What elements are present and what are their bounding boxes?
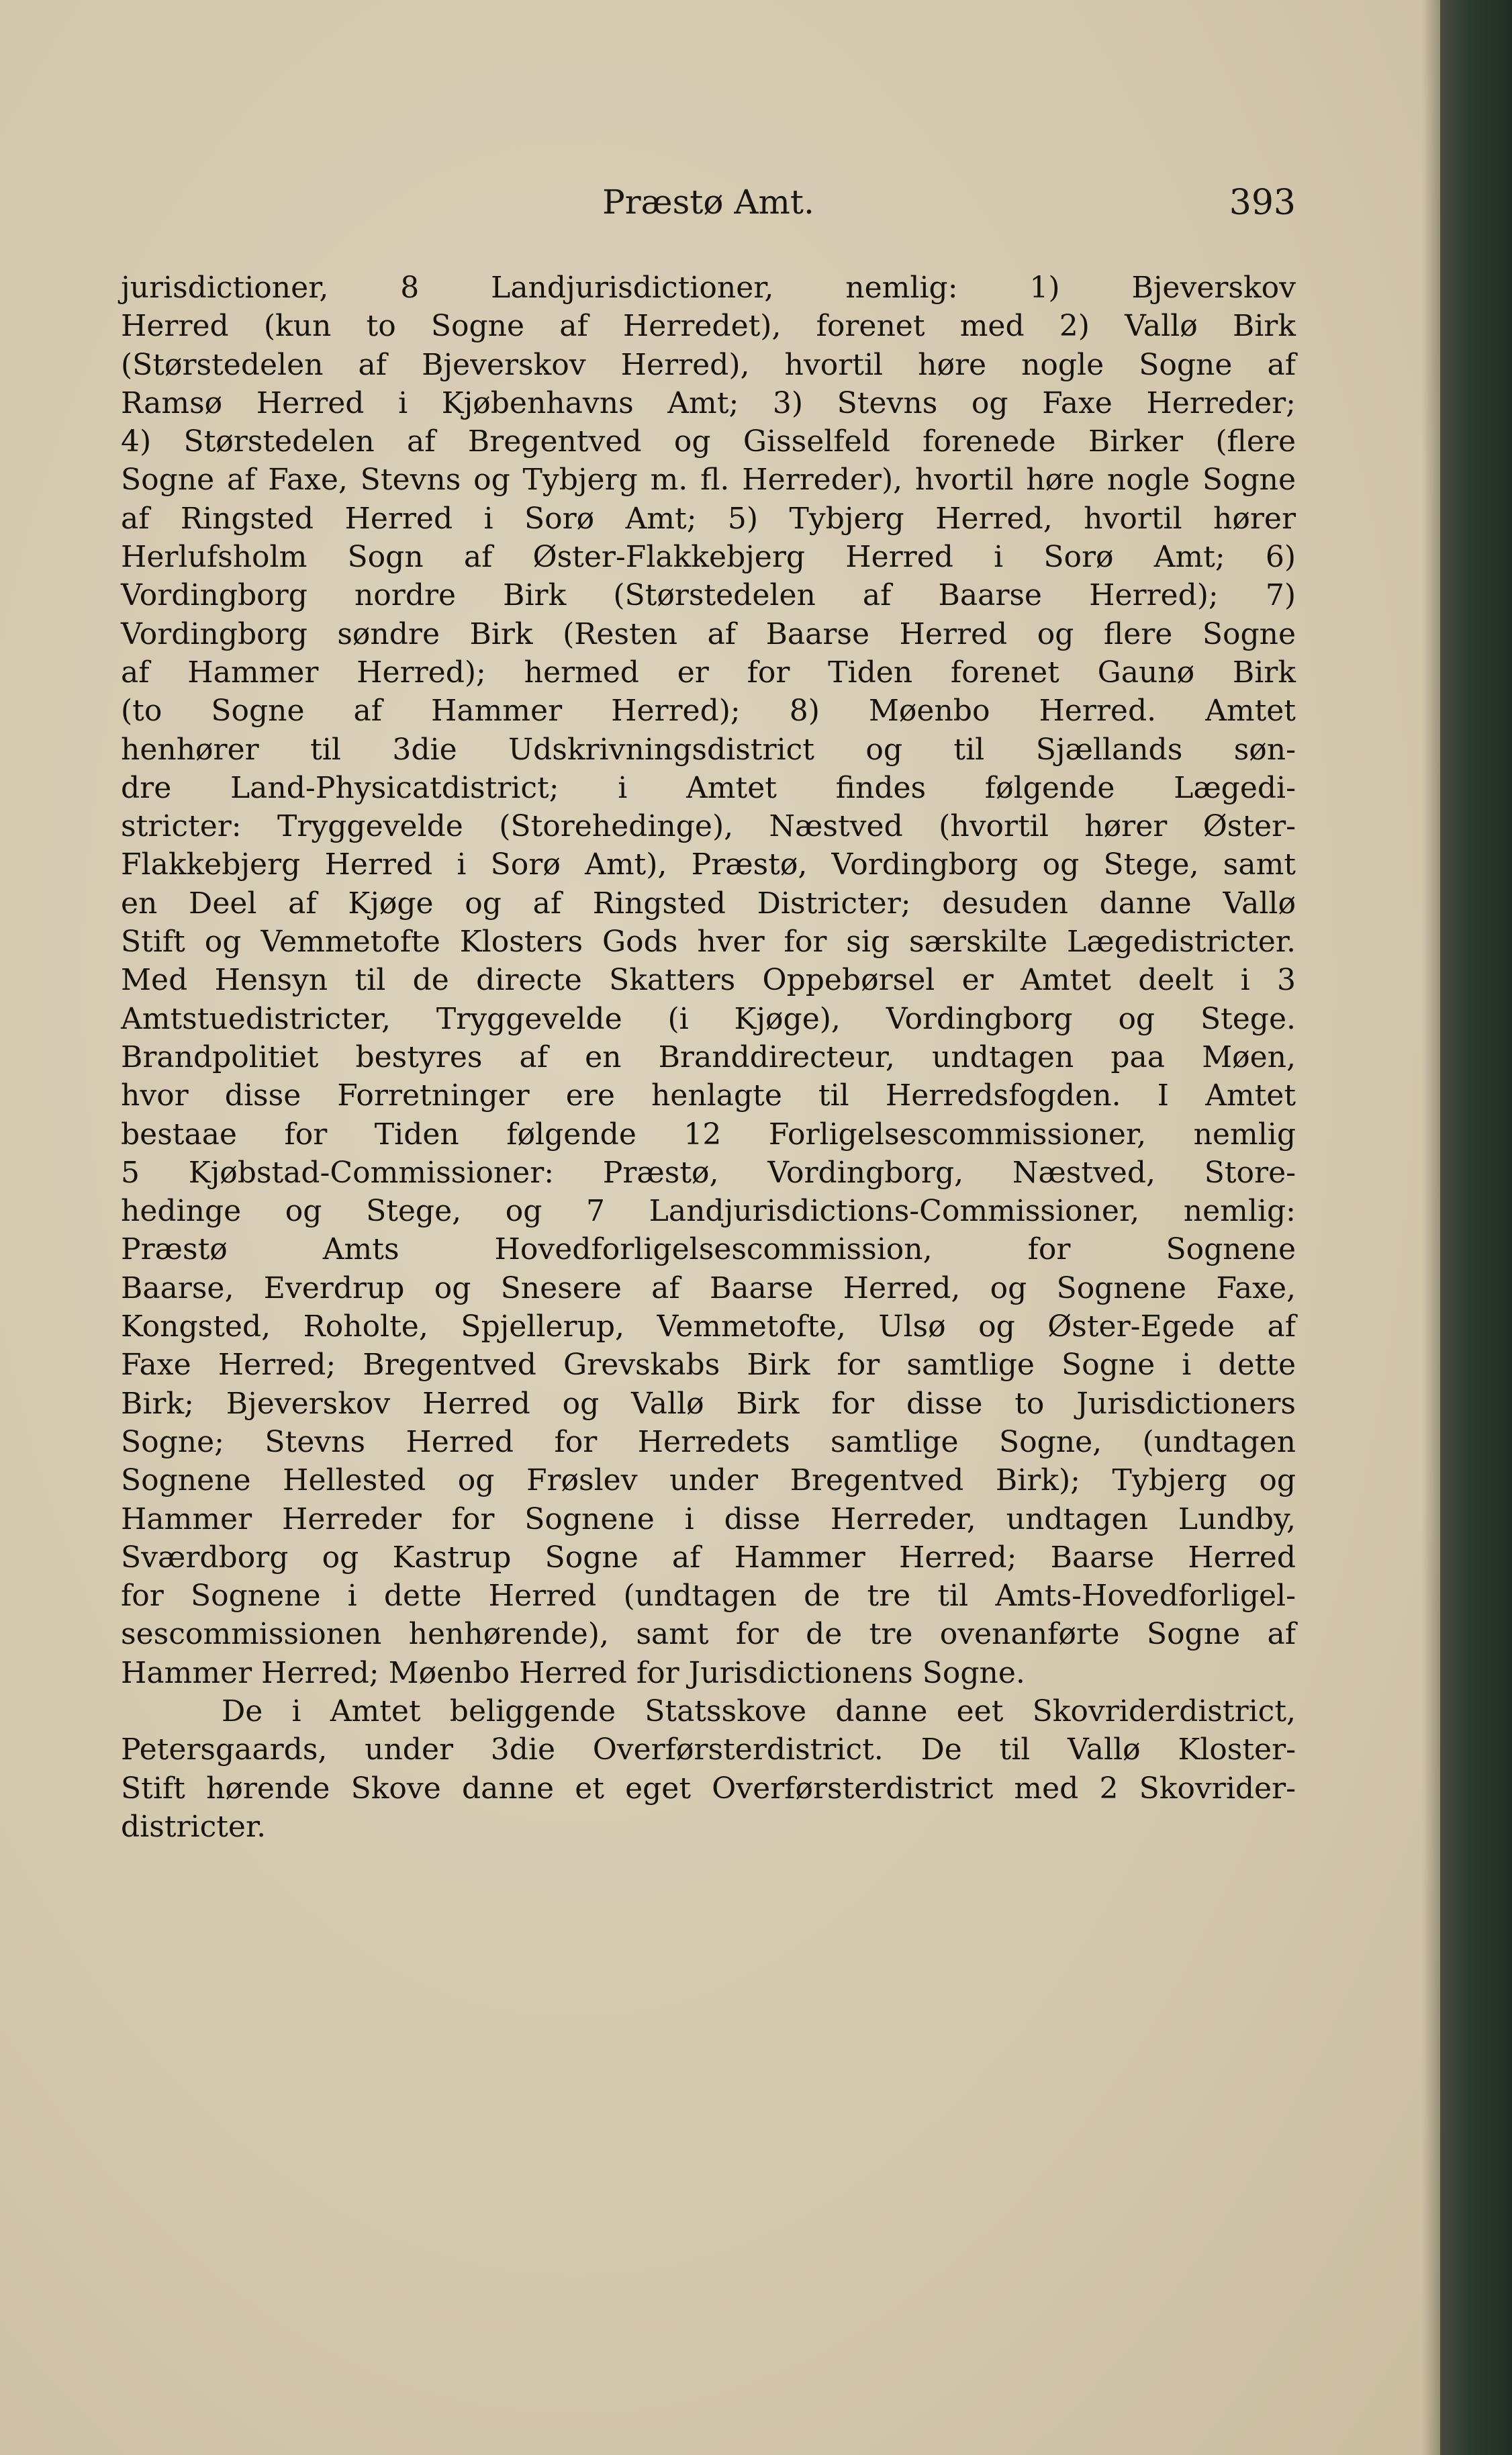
text-line: Hammer Herreder for Sognene i disse Herreder, undtagen Lundby,	[121, 1501, 1296, 1536]
book-binding	[1440, 0, 1512, 2455]
page-edge-shadow	[1422, 0, 1442, 2455]
text-line: Faxe Herred; Bregentved Grevskabs Birk for samtlige Sogne i dette	[121, 1348, 1296, 1383]
text-line: sescommissionen henhørende), samt for de tre ovenanførte Sogne af	[121, 1617, 1296, 1652]
text-line: Ramsø Herred i Kjøbenhavns Amt; 3) Stevns og Faxe Herreder;	[121, 385, 1296, 420]
text-line: jurisdictioner, 8 Landjurisdictioner, nemlig: 1) Bjeverskov	[121, 271, 1296, 305]
text-line: Baarse, Everdrup og Snesere af Baarse Herred, og Sognene Faxe,	[121, 1270, 1296, 1305]
text-line: hedinge og Stege, og 7 Landjurisdictions-Commissioner, nemlig:	[121, 1194, 1296, 1229]
text-line: dre Land-Physicatdistrict; i Amtet findes følgende Lægedi-	[121, 770, 1296, 805]
text-line: bestaae for Tiden følgende 12 Forligelsescommissioner, nemlig	[121, 1117, 1296, 1152]
text-line: Petersgaards, under 3die Overførsterdistrict. De til Vallø Kloster-	[121, 1732, 1296, 1767]
text-line: henhører til 3die Udskrivningsdistrict og til Sjællands søn-	[121, 732, 1296, 767]
page-header	[121, 183, 1296, 243]
text-line: Stift og Vemmetofte Klosters Gods hver for sig særskilte Lægedistricter.	[121, 925, 1296, 960]
text-line: Vordingborg søndre Birk (Resten af Baarse Herred og flere Sogne	[121, 616, 1296, 651]
text-line: Birk; Bjeverskov Herred og Vallø Birk for disse to Jurisdictioners	[121, 1386, 1296, 1421]
text-line: Vordingborg nordre Birk (Størstedelen af Baarse Herred); 7)	[121, 578, 1296, 613]
text-line: 5 Kjøbstad-Commissioner: Præstø, Vordingborg, Næstved, Store-	[121, 1155, 1296, 1190]
running-title: Præstø Amt.	[602, 183, 814, 222]
text-line: stricter: Tryggevelde (Storehedinge), Næstved (hvortil hører Øster-	[121, 809, 1296, 844]
text-line: Herlufsholm Sogn af Øster-Flakkebjerg Herred i Sorø Amt; 6)	[121, 540, 1296, 575]
text-line: Sognene Hellested og Frøslev under Bregentved Birk); Tybjerg og	[121, 1463, 1296, 1498]
text-line: Præstø Amts Hovedforligelsescommission, for Sognene	[121, 1232, 1296, 1267]
text-line: (Størstedelen af Bjeverskov Herred), hvortil høre nogle Sogne af	[121, 347, 1296, 382]
text-line: Herred (kun to Sogne af Herredet), forenet med 2) Vallø Birk	[121, 309, 1296, 344]
text-line: Sogne af Faxe, Stevns og Tybjerg m. fl. Herreder), hvortil høre nogle Sogne	[121, 463, 1296, 498]
text-line: Flakkebjerg Herred i Sorø Amt), Præstø, Vordingborg og Stege, samt	[121, 847, 1296, 882]
text-line: districter.	[121, 1809, 267, 1844]
text-line: Med Hensyn til de directe Skatters Oppebørsel er Amtet deelt i 3	[121, 963, 1296, 998]
page-number: 393	[1229, 183, 1296, 223]
text-line: af Ringsted Herred i Sorø Amt; 5) Tybjerg Herred, hvortil hører	[121, 501, 1296, 536]
text-line: hvor disse Forretninger ere henlagte til Herredsfogden. I Amtet	[121, 1078, 1296, 1113]
text-line: 4) Størstedelen af Bregentved og Gisselfeld forenede Birker (flere	[121, 424, 1296, 459]
text-line: for Sognene i dette Herred (undtagen de tre til Amts-Hovedforligel-	[121, 1579, 1296, 1614]
text-line: en Deel af Kjøge og af Ringsted Districter; desuden danne Vallø	[121, 886, 1296, 921]
text-line: Sværdborg og Kastrup Sogne af Hammer Herred; Baarse Herred	[121, 1540, 1296, 1575]
text-line: Amtstuedistricter, Tryggevelde (i Kjøge), Vordingborg og Stege.	[121, 1001, 1296, 1036]
text-line: De i Amtet beliggende Statsskove danne eet Skovriderdistrict,	[222, 1694, 1296, 1728]
text-line: af Hammer Herred); hermed er for Tiden forenet Gaunø Birk	[121, 655, 1296, 690]
text-line: Sogne; Stevns Herred for Herredets samtlige Sogne, (undtagen	[121, 1424, 1296, 1459]
text-line: (to Sogne af Hammer Herred); 8) Møenbo Herred. Amtet	[121, 694, 1296, 729]
text-line: Stift hørende Skove danne et eget Overførsterdistrict med 2 Skovrider-	[121, 1771, 1296, 1806]
text-line: Hammer Herred; Møenbo Herred for Jurisdictionens Sogne.	[121, 1655, 1025, 1690]
text-line: Kongsted, Roholte, Spjellerup, Vemmetofte, Ulsø og Øster-Egede af	[121, 1309, 1296, 1344]
text-line: Brandpolitiet bestyres af en Branddirecteur, undtagen paa Møen,	[121, 1039, 1296, 1074]
body-text	[121, 269, 1296, 1846]
